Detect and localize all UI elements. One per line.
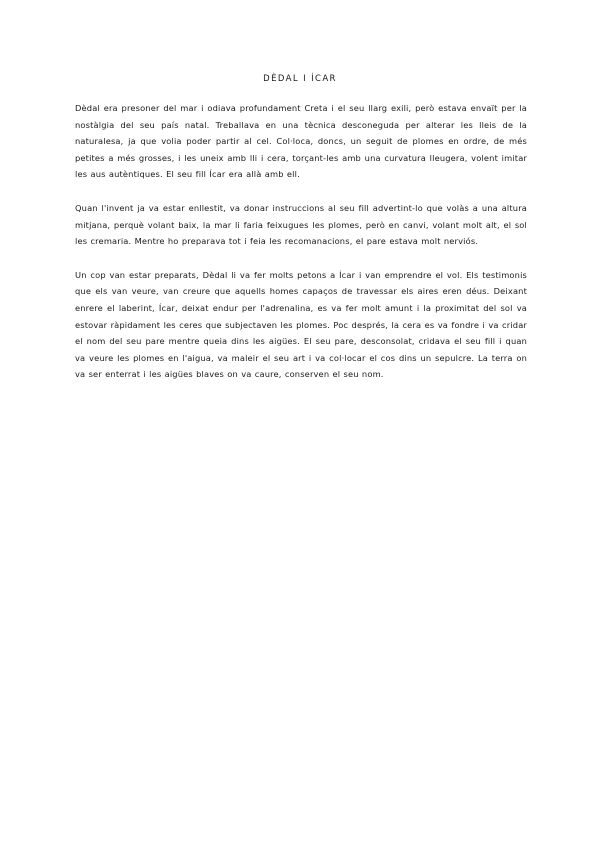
document-title: DÈDAL I ÍCAR <box>263 74 337 84</box>
paragraph-3: Un cop van estar preparats, Dèdal li va fer molts petons a Ícar i van emprendre el vol. Els testimonis que els van veure, van creure que aquells homes capaços de travessar els aires eren déus. Deixant enrere el laberint, Ícar, deixat endur per l'adrenalina, es va fer molt amunt i la proximitat del sol va estovar ràpidament les ceres que subjectaven les plomes. Poc després, la cera es va fondre i va cridar el nom del seu pare mentre queia dins les aigües. El seu pare, desconsolat, cridava el seu fill i quan va veure les plomes en l'aigua, va maleir el seu art i va col·locar el cos dins un sepulcre. La terra on va ser enterrat i les aigües blaves on va caure, conserven el seu nom. <box>75 269 527 380</box>
document-body <box>75 100 527 400</box>
paragraph-1: Dèdal era presoner del mar i odiava profundament Creta i el seu llarg exili, però estava envaït per la nostàlgia del seu país natal. Treballava en una tècnica desconeguda per alterar les lleis de la naturalesa, ja que volia poder partir al cel. Col·loca, doncs, un seguit de plomes en ordre, de més petites a més grosses, i les uneix amb lli i cera, torçant-les amb una curvatura lleugera, volent imitar les aus autèntiques. El seu fill Ícar era allà amb ell. <box>75 103 527 180</box>
paragraph-2: Quan l'invent ja va estar enllestit, va donar instruccions al seu fill advertint-lo que volàs a una altura mitjana, perquè volant baix, la mar li faria feixugues les plomes, però en canvi, volant molt alt, el sol les cremaria. Mentre ho preparava tot i feia les recomanacions, el pare estava molt nerviós. <box>75 202 527 247</box>
